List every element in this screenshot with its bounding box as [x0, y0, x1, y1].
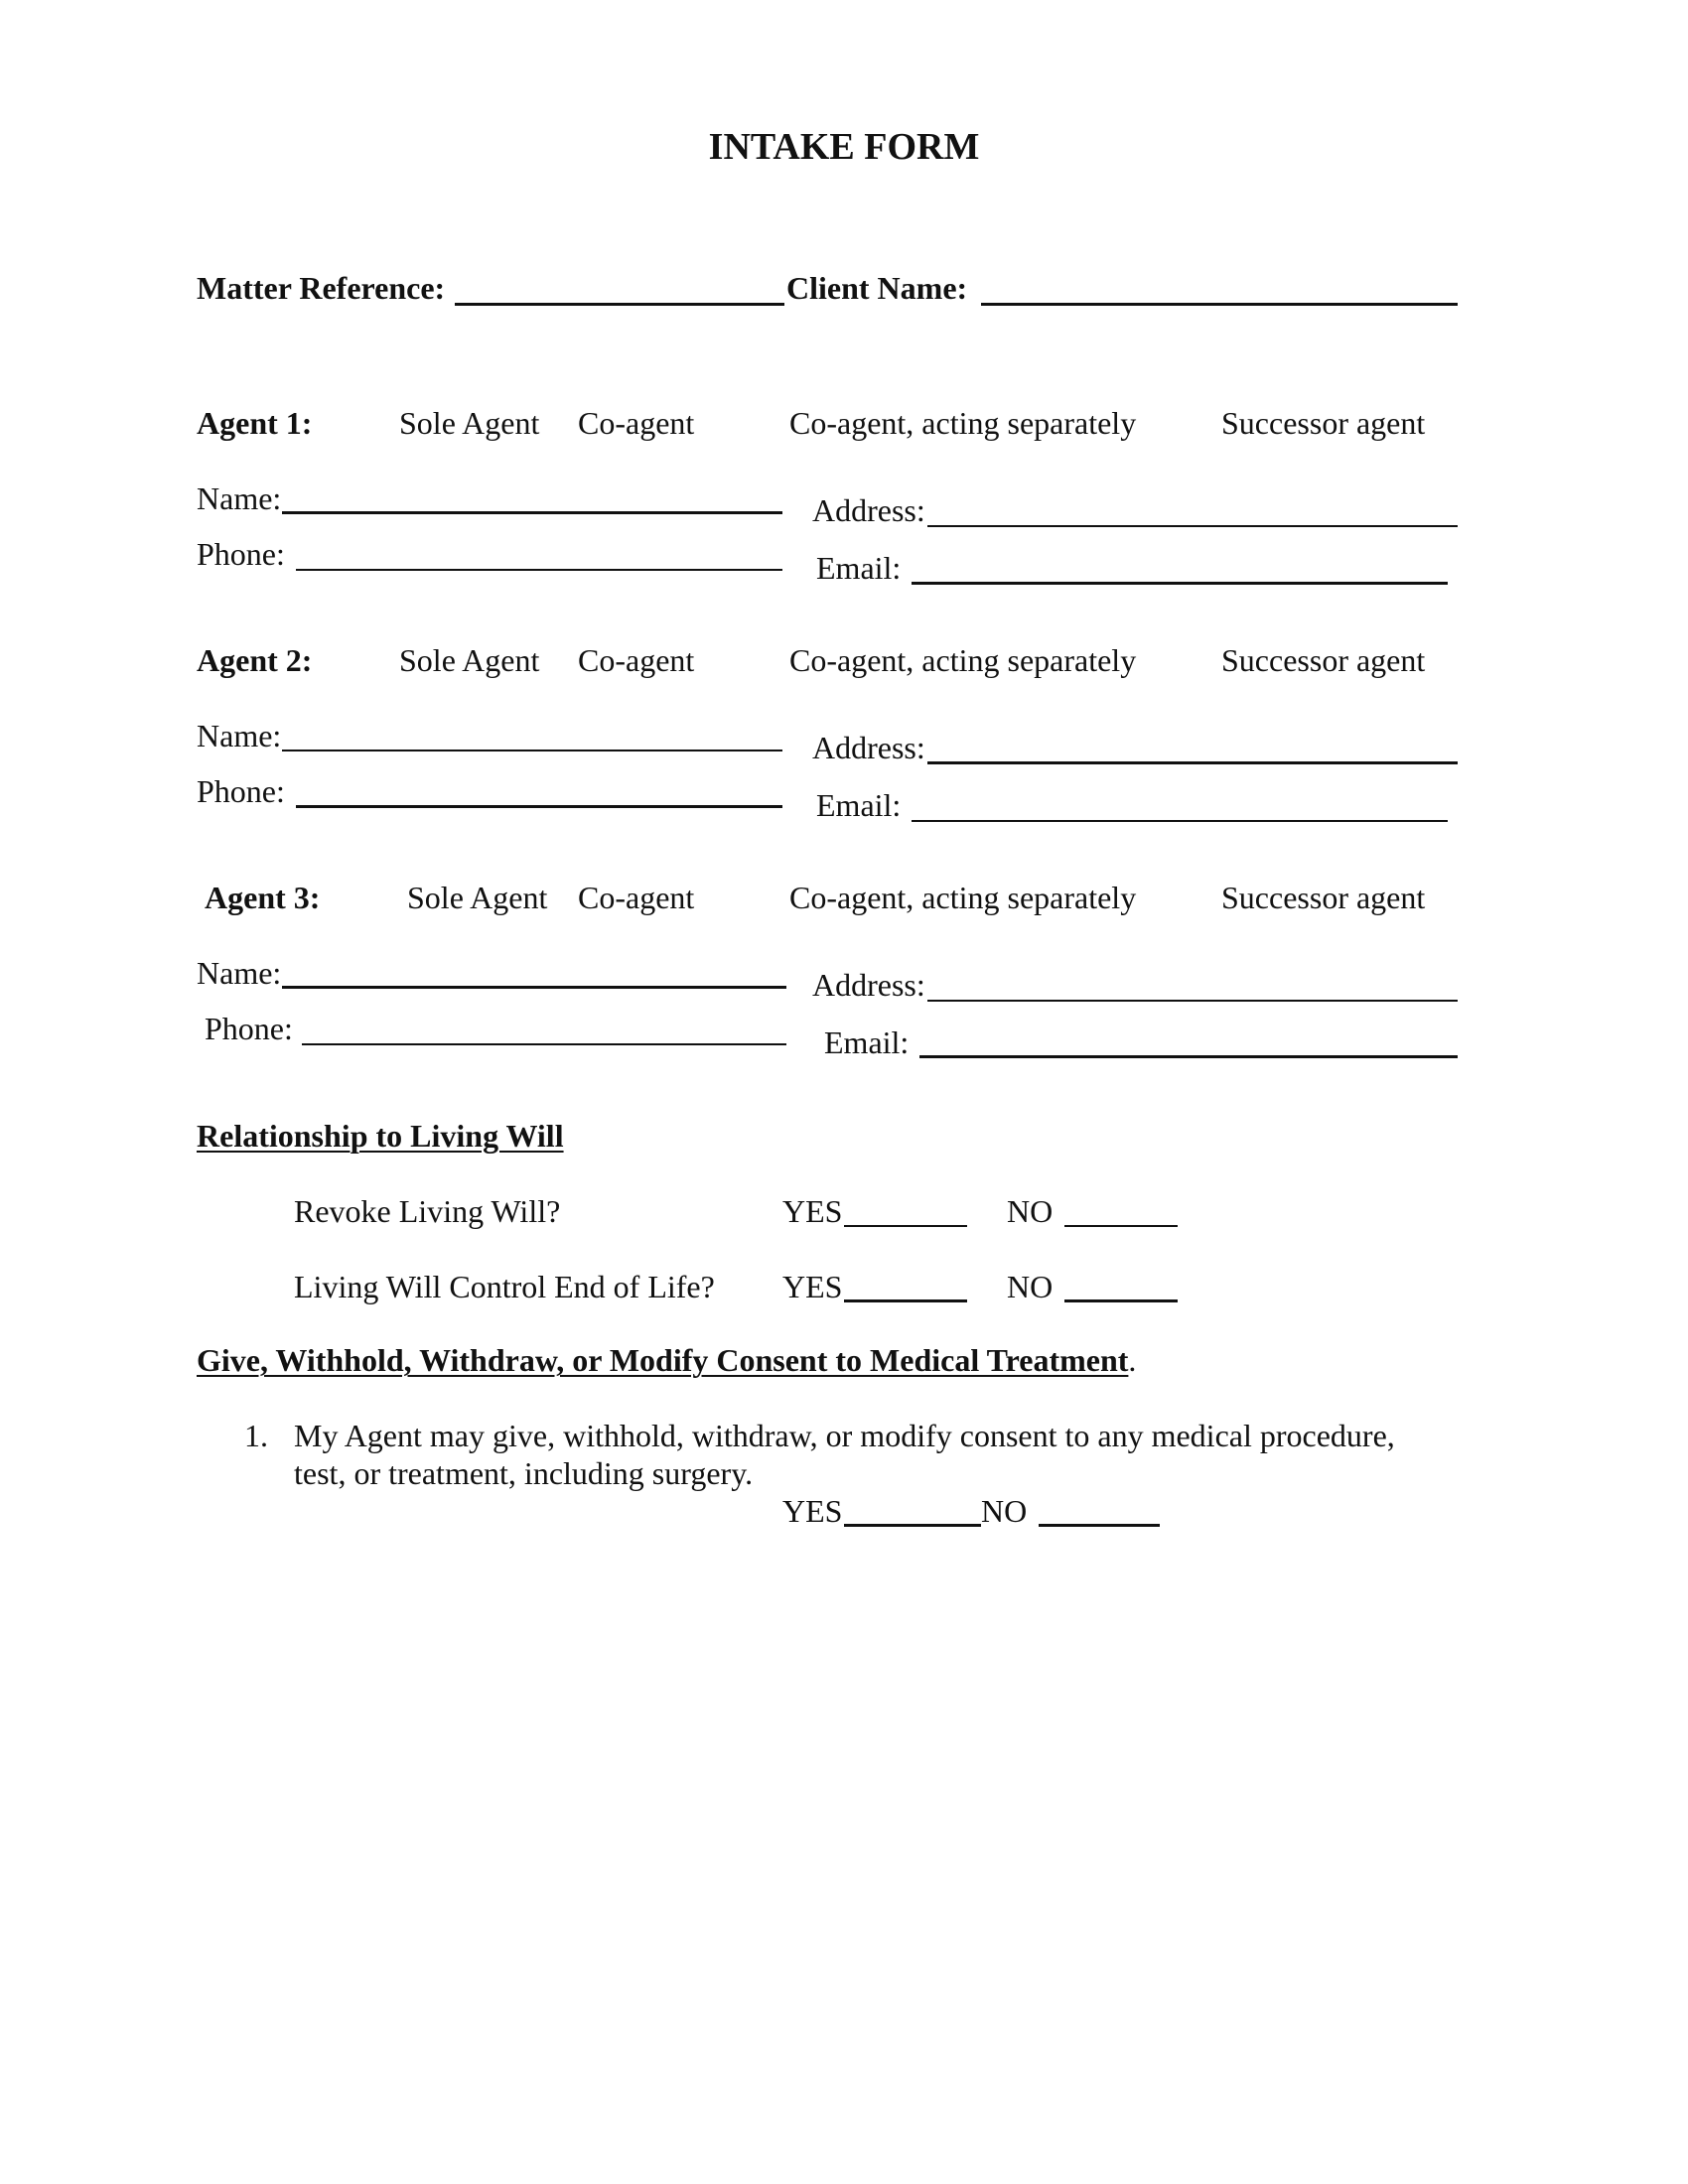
- agent-3-label: Agent 3:: [205, 880, 321, 915]
- agent-3-email-label: Email:: [824, 1024, 910, 1060]
- agent-1-address-label: Address:: [812, 492, 925, 528]
- agent-1-name-label: Name:: [197, 480, 282, 516]
- revoke-no-field[interactable]: [1064, 1225, 1178, 1227]
- consent-heading-row: [197, 1342, 1136, 1378]
- client-name-field[interactable]: [981, 303, 1458, 306]
- living-will-heading: Relationship to Living Will: [197, 1118, 564, 1154]
- consent-item-1-yes-label: YES: [782, 1493, 843, 1529]
- agent-1-phone-field[interactable]: [296, 569, 782, 571]
- agent-2-email-field[interactable]: [912, 820, 1448, 822]
- agent-2-address-field[interactable]: [927, 761, 1458, 764]
- consent-item-1-no-field[interactable]: [1039, 1524, 1160, 1527]
- consent-item-1-number: 1.: [244, 1418, 268, 1453]
- agent-3-option-sole-agent[interactable]: Sole Agent: [407, 880, 548, 915]
- agent-3-option-co-agent-separately[interactable]: Co-agent, acting separately: [789, 880, 1137, 915]
- control-no-field[interactable]: [1064, 1299, 1178, 1302]
- client-name-label: Client Name:: [786, 270, 968, 306]
- agent-3-address-label: Address:: [812, 967, 925, 1003]
- agent-1-email-label: Email:: [816, 550, 902, 586]
- agent-2-option-co-agent-separately[interactable]: Co-agent, acting separately: [789, 642, 1137, 678]
- consent-item-1-text-line1: My Agent may give, withhold, withdraw, or modify consent to any medical procedure,: [294, 1418, 1395, 1453]
- agent-3-address-field[interactable]: [927, 1000, 1458, 1002]
- agent-1-phone-label: Phone:: [197, 536, 285, 572]
- agent-2-name-field[interactable]: [282, 750, 782, 751]
- agent-3-phone-field[interactable]: [302, 1043, 786, 1045]
- revoke-yes-label: YES: [782, 1193, 843, 1229]
- matter-reference-field[interactable]: [455, 303, 784, 306]
- agent-1-option-successor-agent[interactable]: Successor agent: [1221, 405, 1426, 441]
- agent-1-label: Agent 1:: [197, 405, 313, 441]
- agent-1-name-field[interactable]: [282, 511, 782, 514]
- agent-2-name-label: Name:: [197, 718, 282, 753]
- agent-3-option-successor-agent[interactable]: Successor agent: [1221, 880, 1426, 915]
- matter-reference-label: Matter Reference:: [197, 270, 446, 306]
- revoke-living-will-question: Revoke Living Will?: [294, 1193, 561, 1229]
- agent-2-option-co-agent[interactable]: Co-agent: [578, 642, 695, 678]
- agent-3-email-field[interactable]: [919, 1055, 1458, 1058]
- consent-item-1-text-line2: test, or treatment, including surgery.: [294, 1455, 754, 1491]
- agent-3-name-field[interactable]: [282, 986, 786, 989]
- agent-2-option-successor-agent[interactable]: Successor agent: [1221, 642, 1426, 678]
- revoke-yes-field[interactable]: [844, 1225, 967, 1227]
- consent-heading: Give, Withhold, Withdraw, or Modify Consent to Medical Treatment: [197, 1342, 1129, 1378]
- agent-1-email-field[interactable]: [912, 582, 1448, 585]
- agent-2-label: Agent 2:: [197, 642, 313, 678]
- revoke-no-label: NO: [1007, 1193, 1054, 1229]
- agent-2-phone-label: Phone:: [197, 773, 285, 809]
- consent-item-1-no-label: NO: [981, 1493, 1028, 1529]
- living-will-control-question: Living Will Control End of Life?: [294, 1269, 715, 1304]
- agent-3-name-label: Name:: [197, 955, 282, 991]
- agent-1-option-sole-agent[interactable]: Sole Agent: [399, 405, 540, 441]
- agent-2-address-label: Address:: [812, 730, 925, 765]
- control-yes-label: YES: [782, 1269, 843, 1304]
- control-no-label: NO: [1007, 1269, 1054, 1304]
- agent-1-option-co-agent-separately[interactable]: Co-agent, acting separately: [789, 405, 1137, 441]
- consent-item-1-yes-field[interactable]: [844, 1524, 981, 1527]
- agent-2-email-label: Email:: [816, 787, 902, 823]
- agent-3-phone-label: Phone:: [205, 1011, 293, 1046]
- agent-1-option-co-agent[interactable]: Co-agent: [578, 405, 695, 441]
- agent-3-option-co-agent[interactable]: Co-agent: [578, 880, 695, 915]
- control-yes-field[interactable]: [844, 1299, 967, 1302]
- agent-2-option-sole-agent[interactable]: Sole Agent: [399, 642, 540, 678]
- agent-1-address-field[interactable]: [927, 525, 1458, 527]
- page-title: INTAKE FORM: [708, 126, 980, 168]
- agent-2-phone-field[interactable]: [296, 805, 782, 808]
- consent-heading-suffix: .: [1128, 1342, 1137, 1378]
